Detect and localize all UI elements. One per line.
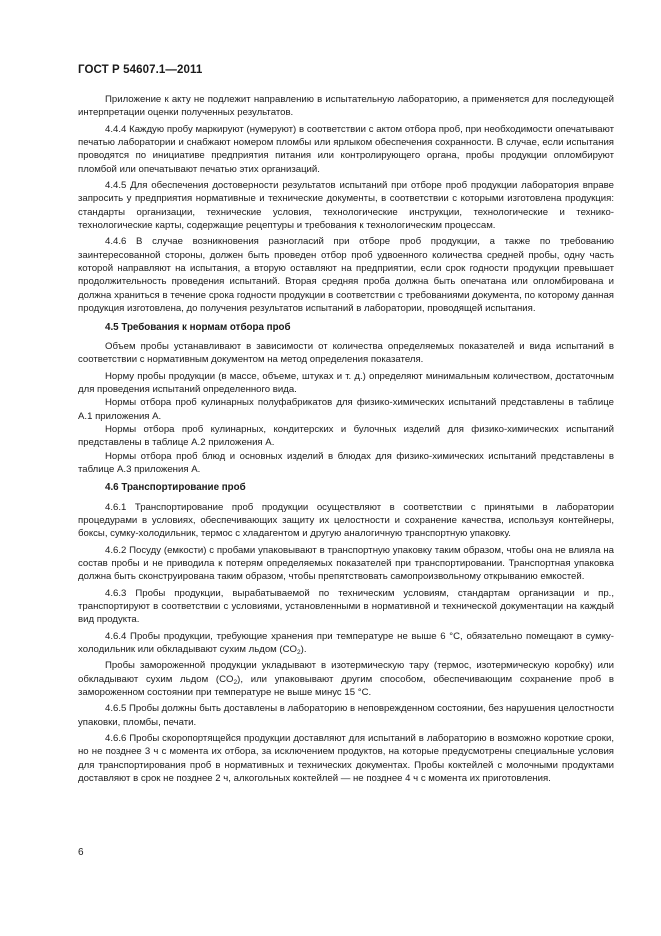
paragraph-4-6-4-end: ). <box>300 644 307 656</box>
paragraph-4-5-table-a1: Нормы отбора проб кулинарных полуфабрикатов для физико-химических испытаний представлены в таблице А.1 приложения А. <box>78 397 614 422</box>
co2-subscript: 2 <box>233 678 238 686</box>
document-body <box>78 93 614 789</box>
page-number: 6 <box>78 847 84 858</box>
section-heading-4-5: 4.5 Требования к нормам отбора проб <box>105 321 291 333</box>
co2-subscript: 2 <box>297 649 301 657</box>
paragraph-4-5-table-a3: Нормы отбора проб блюд и основных изделий в блюдах для физико-химических испытаний представлены в таблице А.3 приложения А. <box>78 450 614 475</box>
paragraph-4-4-5: 4.4.5 Для обеспечения достоверности результатов испытаний при отборе проб продукции лаборатория вправе запросить у предприятия нормативные и технические документы, в соответствии с которыми изготовлена продукция: стандарты организации, технические условия, технологические инструкции, технологические и технико-технологические карты, содержащие рецептуры и требования к технологическим процессам. <box>78 180 614 232</box>
document-header: ГОСТ Р 54607.1—2011 <box>78 64 203 76</box>
paragraph-4-6-1: 4.6.1 Транспортирование проб продукции осуществляют в соответствии с принятыми в лаборатории процедурами в условиях, обеспечивающих защиту их целостности и сохранение качества, используя контейнеры, боксы, сумку-холодильник, термос с хладагентом и другую аналогичную транспортную упаковку. <box>78 501 614 540</box>
paragraph-4-5-table-a2: Нормы отбора проб кулинарных, кондитерских и булочных изделий для физико-химических испытаний представлены в таблице А.2 приложения А. <box>78 423 614 449</box>
paragraph-frozen-text: Пробы замороженной продукции укладывают в изотермическую тару (термос, изотермическую коробку) или обкладывают сухим льдом (CO <box>78 660 614 685</box>
paragraph-4-6-5: 4.6.5 Пробы должны быть доставлены в лабораторию в неповрежденном состоянии, без нарушения целостности упаковки, пломбы, печати. <box>78 703 614 728</box>
paragraph-4-4-6: 4.4.6 В случае возникновения разногласий при отборе проб продукции, а также по требованию заинтересованной стороны, должен быть проведен отбор проб удвоенного количества средней пробы, одну часть которой направляют на испытания, а вторую оставляют на предприятии, если срок годности продукции превышает продолжительность проведения испытаний. Вторая средняя проба должна быть опечатана или опломбирована и должна храниться в течение срока годности продукции в соответствии с требованиями документа, по которому данная продукция изготовлена, до получения результатов испытаний в лаборатории, проводящей испытания. <box>78 236 614 315</box>
section-heading-4-6: 4.6 Транспортирование проб <box>105 482 246 494</box>
paragraph-frozen-end: ), или упаковывают другим способом, обеспечивающим сохранение проб в замороженном состоянии при температуре не выше минус 15 °С. <box>78 673 614 699</box>
paragraph-4-6-6: 4.6.6 Пробы скоропортящейся продукции доставляют для испытаний в лабораторию в возможно короткие сроки, но не позднее 3 ч с момента их отбора, за исключением продуктов, на которые предусмотрены специальные условия для транспортирования проб в нормативных и технических документах. Пробы коктейлей с молочными продуктами доставляют в срок не позднее 2 ч, алкогольных коктейлей — не позднее 4 ч с момента их приготовления. <box>78 733 614 785</box>
paragraph-annex-note: Приложение к акту не подлежит направлению в испытательную лабораторию, а применяется для последующей интерпретации оценки полученных результатов. <box>78 94 614 119</box>
paragraph-4-5-volume: Объем пробы устанавливают в зависимости от количества определяемых показателей и вида испытаний в соответствии с нормативным документом на метод определения показателя. <box>78 340 614 366</box>
paragraph-4-5-norm: Норму пробы продукции (в массе, объеме, штуках и т. д.) определяют минимальным количеством, достаточным для проведения испытаний определенного вида. <box>78 370 614 395</box>
paragraph-4-6-3: 4.6.3 Пробы продукции, вырабатываемой по техническим условиям, стандартам организации и пр., транспортируют в соответствии с условиями, установленными в нормативной и технической документации на каждый вид продукта. <box>78 587 614 626</box>
paragraph-4-4-4: 4.4.4 Каждую пробу маркируют (нумеруют) в соответствии с актом отбора проб, при необходимости опечатывают печатью лаборатории и снабжают номером пломбы или ярлыком обеспечения сохранности. В случае, если испытания проводятся по инициативе предприятия питания или контролирующего органа, пробы продукции опломбируют пломбой или опечатывают печатью этих организаций. <box>78 123 614 175</box>
paragraph-4-6-2: 4.6.2 Посуду (емкости) с пробами упаковывают в транспортную упаковку таким образом, чтобы она не влияла на состав пробы и не приводила к потерям определяемых показателей при транспортировании. Транспортная упаковка должна быть сконструирована таким образом, чтобы препятствовать самопроизвольному открыванию емкостей. <box>78 544 614 583</box>
paragraph-4-6-4 <box>78 630 614 657</box>
paragraph-frozen-products <box>78 659 614 699</box>
paragraph-4-6-4-text: 4.6.4 Пробы продукции, требующие хранения при температуре не выше 6 °С, обязательно помещают в сумку-холодильник или обкладывают сухим льдом (CO <box>78 630 614 656</box>
